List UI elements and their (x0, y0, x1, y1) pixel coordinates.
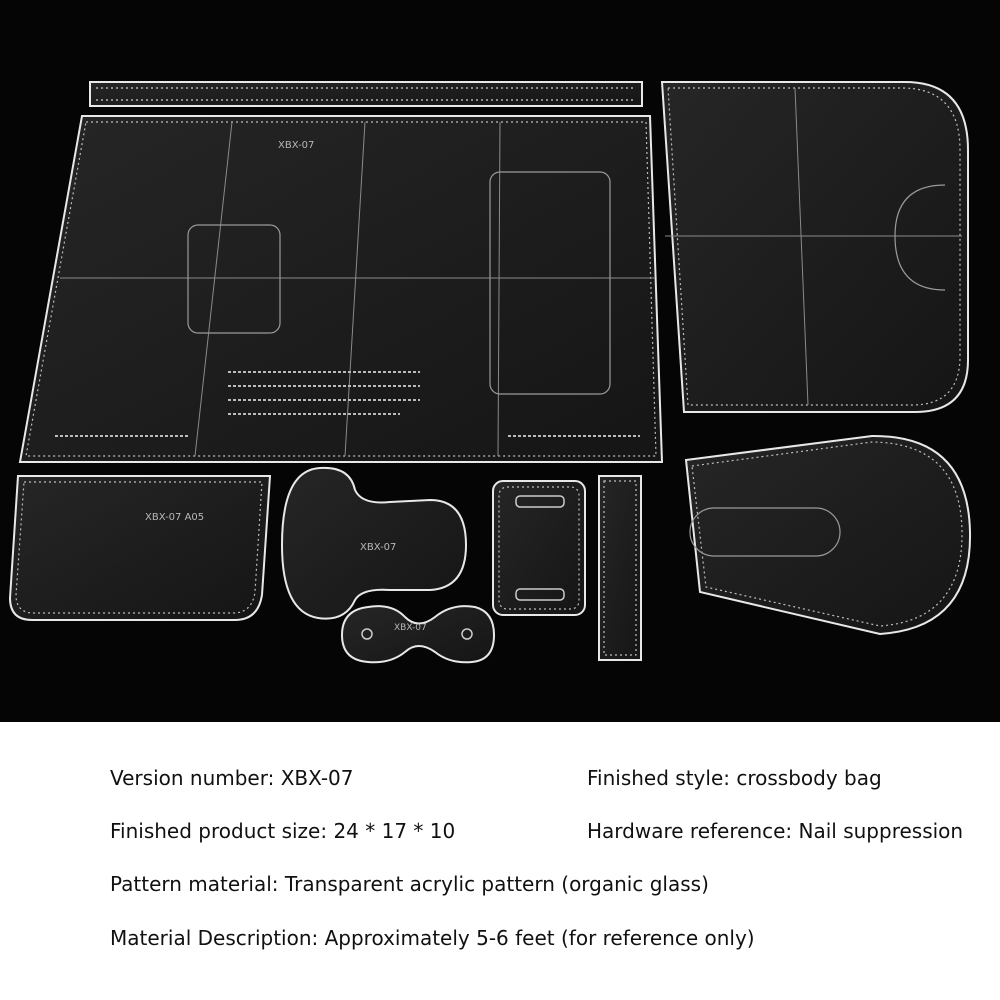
narrow-strip-piece (599, 476, 641, 660)
spec-hardware: Hardware reference: Nail suppression (587, 819, 964, 843)
long-strip-piece (90, 82, 642, 106)
front-pocket-piece (10, 476, 270, 620)
spec-material: Pattern material: Transparent acrylic pattern (organic glass) (110, 872, 709, 896)
strap-connector-label: XBX-07 (394, 623, 427, 633)
handle-tab-label: XBX-07 (360, 542, 397, 553)
handle-tab-piece (282, 468, 466, 619)
square-loop-piece (493, 481, 585, 615)
spec-description: Material Description: Approximately 5-6 feet (for reference only) (110, 926, 755, 950)
front-pocket-label: XBX-07 A05 (145, 512, 205, 523)
strap-connector-piece (342, 606, 494, 662)
gusset-piece (686, 436, 970, 634)
spec-size: Finished product size: 24 * 17 * 10 (110, 819, 456, 843)
main-body-panel (20, 116, 662, 462)
spec-style: Finished style: crossbody bag (587, 766, 882, 790)
spec-version: Version number: XBX-07 (110, 766, 354, 790)
main-panel-label: XBX-07 (278, 140, 315, 151)
flap-panel (662, 82, 968, 412)
